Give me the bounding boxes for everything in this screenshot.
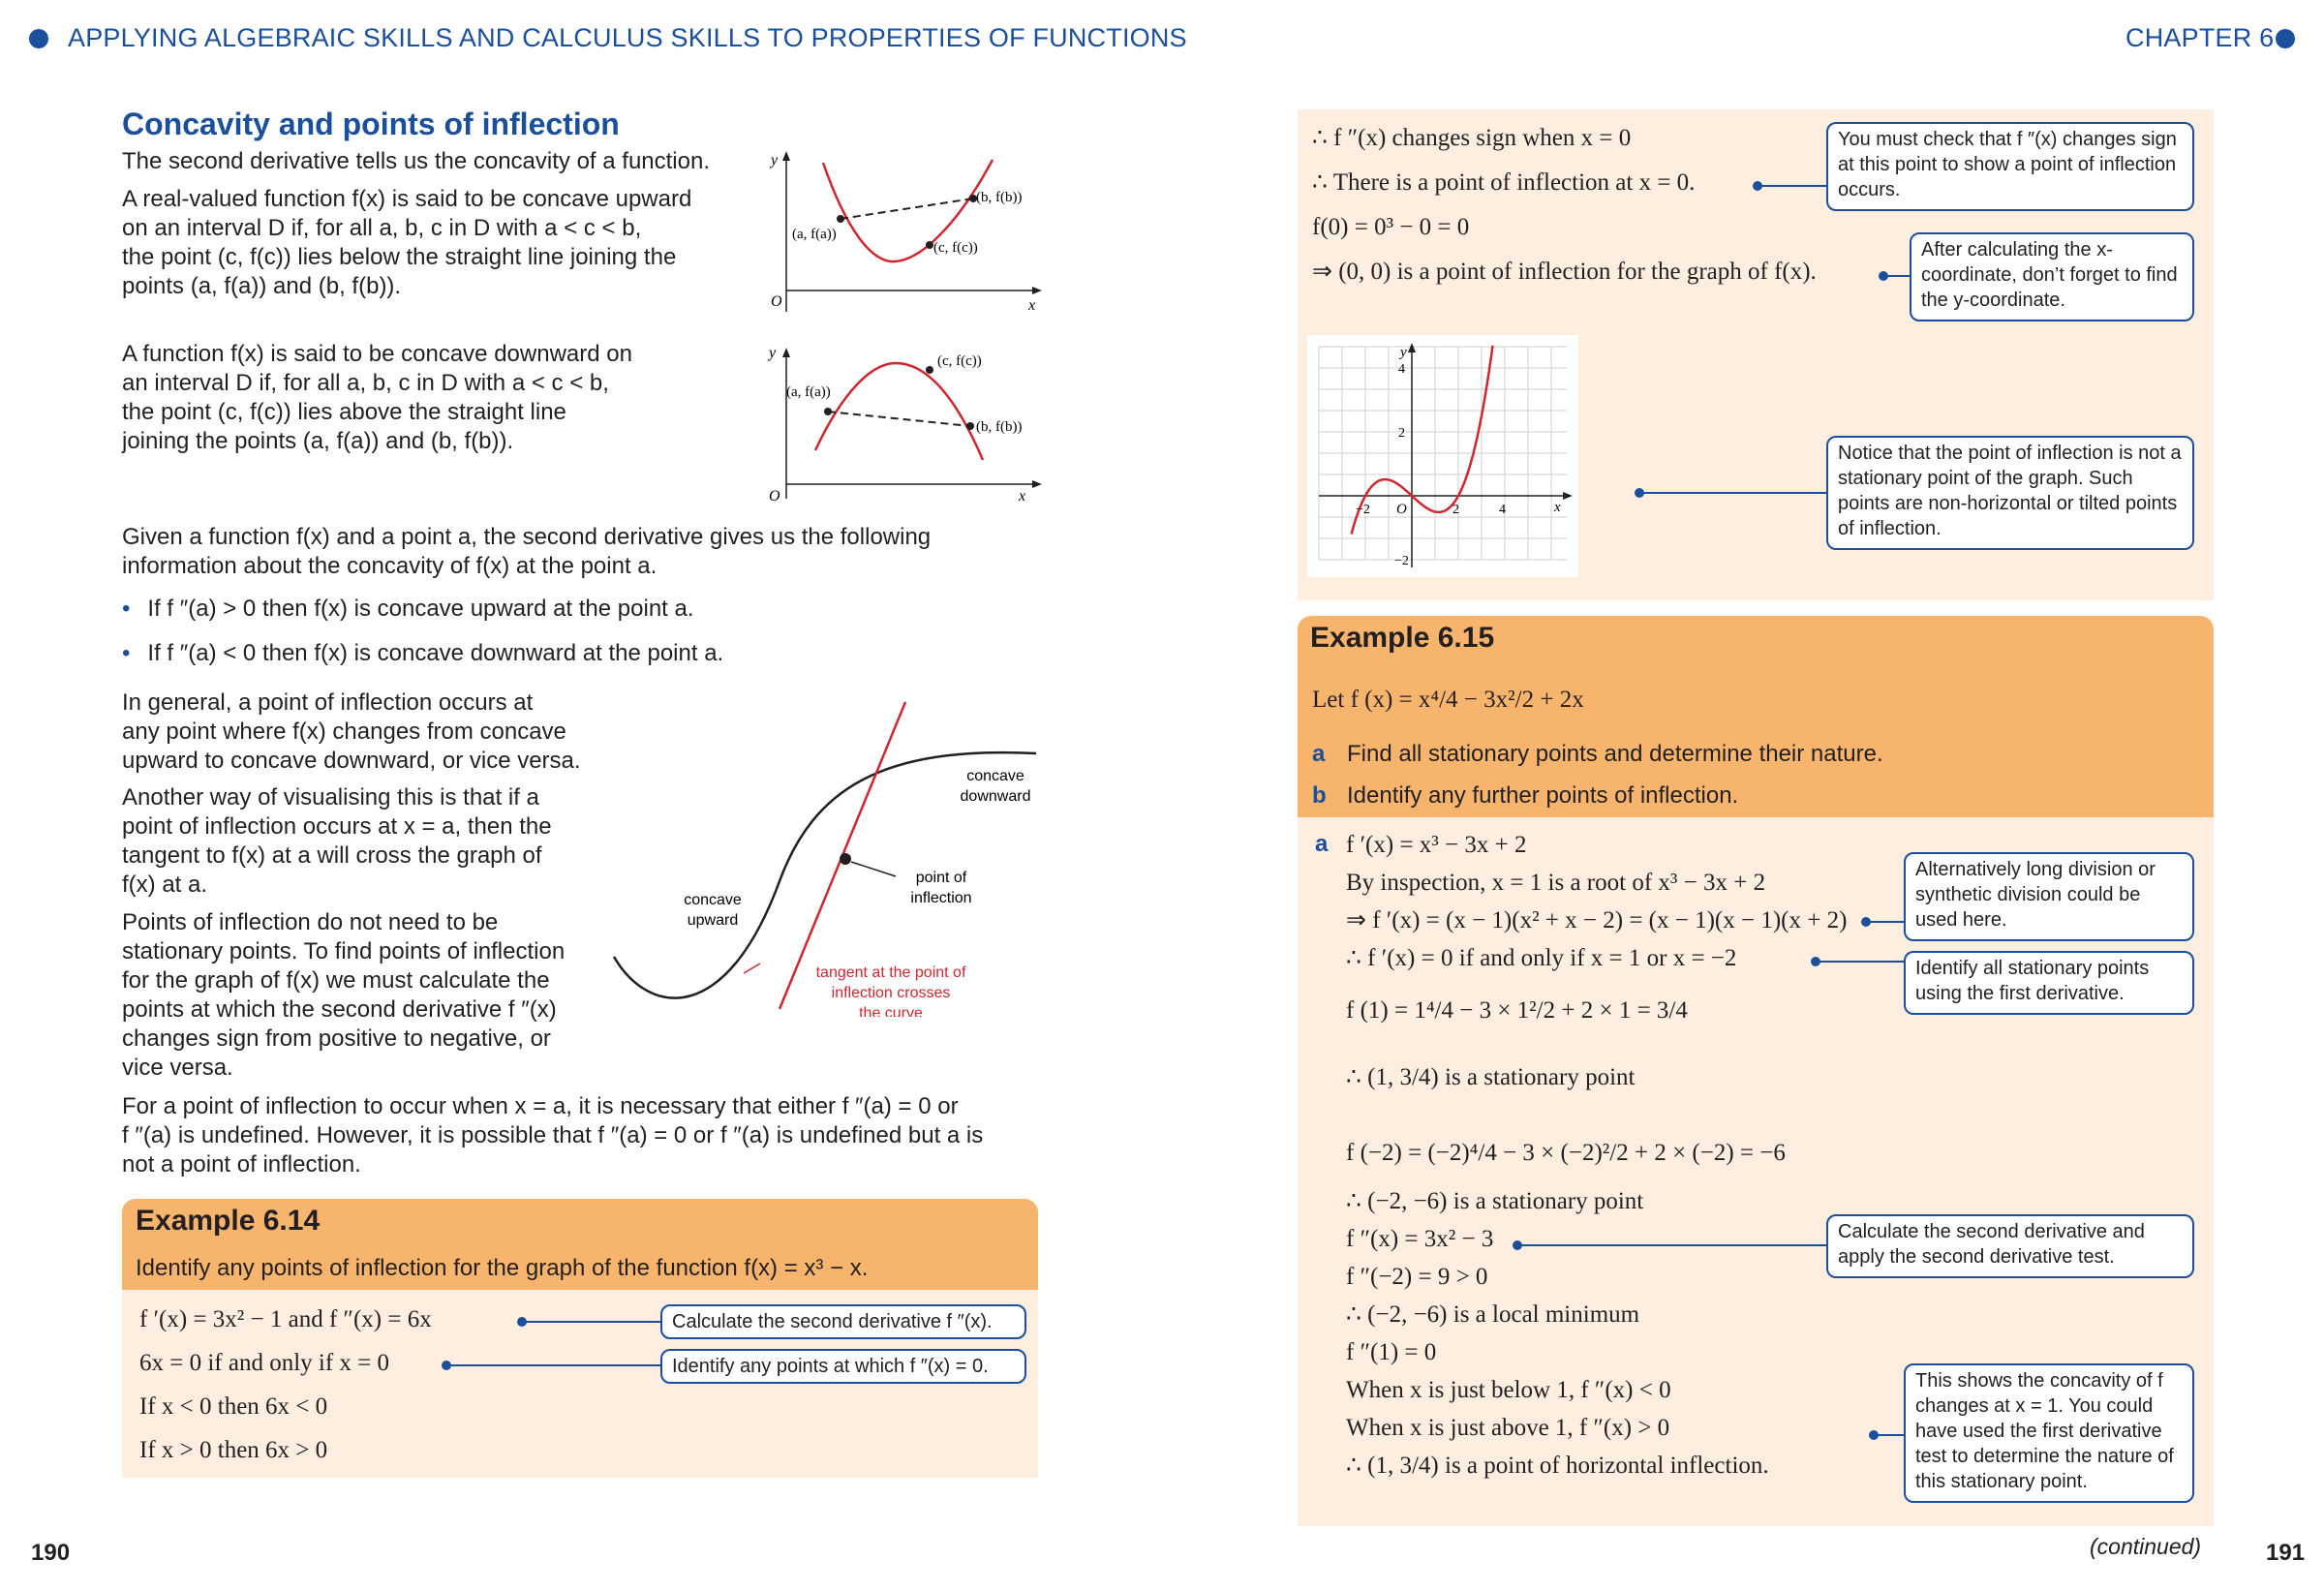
page-number-left: 190 [31, 1540, 71, 1566]
solution-line: f ″(x) = 3x² − 3 [1346, 1226, 1494, 1252]
text-line: vice versa. [122, 1055, 233, 1081]
text-line: changes sign from positive to negative, or [122, 1025, 551, 1052]
text-line: point of inflection occurs at x = a, then the [122, 813, 552, 840]
text-line: tangent to f(x) at a will cross the graph of [122, 842, 542, 869]
note-find-y-coordinate: After calculating the x-coordinate, don’t forget to find the y-coordinate. [1910, 232, 2194, 321]
solution-line: f ′(x) = x³ − 3x + 2 [1346, 832, 1527, 858]
text-line: the point (c, f(c)) lies below the straight line joining the [122, 244, 677, 270]
origin-label: O [771, 293, 782, 310]
solution-part-label: a [1315, 831, 1329, 857]
text-line: the point (c, f(c)) lies above the straight line [122, 399, 566, 425]
origin-label: O [1396, 502, 1407, 517]
page-number-right: 191 [2266, 1540, 2306, 1566]
note-concavity-change: This shows the concavity of f changes at x = 1. You could have used the first derivative test to determine the nature of this stationary point. [1904, 1363, 2194, 1503]
x-tick-label: 4 [1499, 503, 1506, 517]
note-second-derivative: Calculate the second derivative f ″(x). [660, 1304, 1026, 1339]
example-6-15-solution [1346, 831, 1847, 1481]
cubic-graph [1307, 335, 1578, 577]
note-text: Notice that the point of inflection is not a stationary point of the graph. Such points are non-horizontal or tilted points of inflection. [1838, 443, 2182, 539]
solution-line: f(0) = 0³ − 0 = 0 [1312, 214, 1470, 240]
example-6-15-parts [1312, 740, 1883, 811]
solution-line: f (1) = 1⁴/4 − 3 × 1²/2 + 2 × 1 = 3/4 [1346, 997, 1688, 1024]
note-non-horizontal-inflection [1826, 436, 2194, 550]
tangent-label: tangent at the point of [815, 964, 966, 981]
note-long-division: Alternatively long division or synthetic division could be used here. [1904, 852, 2194, 941]
solution-line: f ″(−2) = 9 > 0 [1346, 1264, 1488, 1290]
header-bullet-right-icon [2276, 29, 2295, 48]
section-heading: Concavity and points of inflection [122, 107, 620, 141]
example-6-14-solution [139, 1305, 432, 1465]
label-a: (a, f(a)) [792, 227, 837, 242]
y-tick-label: 4 [1398, 362, 1405, 377]
note-check-sign-change: You must check that f ″(x) changes sign at this point to show a point of inflection occurs. [1826, 122, 2194, 211]
second-derivative-paragraph [122, 523, 931, 581]
point-a [824, 408, 832, 415]
connector-line [1875, 1434, 1904, 1436]
text-line: f(x) at a. [122, 872, 208, 898]
solution-line: 6x = 0 if and only if x = 0 [139, 1350, 390, 1376]
text-line: for the graph of f(x) we must calculate the [122, 967, 550, 994]
example-6-15-title: Example 6.15 [1310, 622, 1495, 654]
note-stationary-points: Identify all stationary points using the first derivative. [1904, 951, 2194, 1015]
tangent-label: inflection crosses [831, 985, 951, 1001]
solution-line: ⇒ f ′(x) = (x − 1)(x² + x − 2) = (x − 1)(x − 1)(x + 2) [1346, 907, 1848, 933]
connector-line [1884, 275, 1910, 277]
solution-line: ∴ (−2, −6) is a local minimum [1346, 1301, 1640, 1328]
point-of-inflection-label: inflection [910, 890, 972, 906]
text-line: Points of inflection do not need to be [122, 909, 499, 935]
label-b: (b, f(b)) [976, 419, 1023, 435]
point-b [966, 422, 974, 430]
solution-line: If x < 0 then 6x < 0 [139, 1393, 328, 1420]
part-text: Find all stationary points and determine their nature. [1347, 741, 1883, 767]
stationary-points-paragraph [122, 908, 565, 1083]
text-line: information about the concavity of f(x) at the point a. [122, 553, 657, 579]
part-label: a [1312, 741, 1326, 767]
solution-line: ⇒ (0, 0) is a point of inflection for the graph of f(x). [1312, 259, 1817, 285]
list-item: • If f ″(a) > 0 then f(x) is concave upward at the point a. [122, 596, 694, 622]
tangent-label: the curve [859, 1005, 923, 1017]
cubic-curve [1352, 346, 1493, 535]
text-line: A function f(x) is said to be concave downward on [122, 341, 632, 367]
text-line: an interval D if, for all a, b, c in D with a < c < b, [122, 370, 609, 396]
concave-upward-label: upward [687, 912, 739, 929]
inflection-definition-paragraph [122, 688, 581, 776]
example-6-14-prompt: Identify any points of inflection for the graph of the function f(x) = x³ − x. [136, 1255, 869, 1281]
point-c [926, 366, 933, 374]
solution-line: ∴ (1, 3/4) is a stationary point [1346, 1064, 1636, 1090]
solution-line: If x > 0 then 6x > 0 [139, 1437, 328, 1463]
connector-line [523, 1321, 660, 1323]
connector-line [1758, 185, 1826, 187]
solution-line: f (−2) = (−2)⁴/4 − 3 × (−2)²/2 + 2 × (−2) = −6 [1346, 1140, 1786, 1166]
text-line: Given a function f(x) and a point a, the second derivative gives us the following [122, 524, 932, 550]
note-second-derivative-test: Calculate the second derivative and apply the second derivative test. [1826, 1214, 2194, 1278]
solution-line: When x is just above 1, f ″(x) > 0 [1346, 1415, 1670, 1441]
x-axis-label: x [1554, 500, 1561, 515]
part-b [1312, 781, 1883, 811]
point-of-inflection-label: point of [915, 870, 967, 886]
x-axis-label: x [1028, 297, 1036, 314]
origin-label: O [769, 488, 780, 504]
label-b: (b, f(b)) [976, 190, 1023, 205]
y-tick-label: 2 [1398, 426, 1405, 441]
x-tick-label: −2 [1356, 503, 1370, 517]
concave-upward-paragraph [122, 185, 761, 301]
text-line: A real-valued function f(x) is said to be concave upward [122, 186, 692, 212]
y-axis-label: y [769, 345, 777, 361]
text-line: joining the points (a, f(a)) and (b, f(b)). [122, 428, 514, 454]
label-a: (a, f(a)) [786, 384, 831, 400]
example-6-15-function: Let f (x) = x⁴/4 − 3x²/2 + 2x [1312, 687, 1584, 713]
y-axis-label: y [771, 152, 779, 168]
tangent-paragraph [122, 783, 552, 900]
label-c: (c, f(c)) [933, 240, 978, 256]
solution-line: ∴ f ′(x) = 0 if and only if x = 1 or x = −2 [1346, 945, 1737, 971]
solution-line: ∴ There is a point of inflection at x = 0. [1312, 169, 1696, 196]
y-tick-label: −2 [1394, 554, 1409, 568]
text-line: on an interval D if, for all a, b, c in D with a < c < b, [122, 215, 642, 241]
solution-line: ∴ (−2, −6) is a stationary point [1346, 1188, 1644, 1214]
connector-line [1817, 961, 1904, 963]
list-item: • If f ″(a) < 0 then f(x) is concave downward at the point a. [122, 640, 724, 666]
solution-line: ∴ f ″(x) changes sign when x = 0 [1312, 125, 1632, 151]
bullet-list [122, 595, 723, 668]
intro-paragraph [122, 147, 742, 176]
text-line: points at which the second derivative f ″(x) [122, 996, 557, 1023]
concave-downward-label: concave [966, 768, 1024, 784]
y-axis-label: y [1400, 345, 1407, 360]
solution-line: When x is just below 1, f ″(x) < 0 [1346, 1377, 1671, 1403]
connector-line [1867, 921, 1904, 923]
header-bullet-left-icon [29, 29, 48, 48]
concave-upward-label: concave [684, 892, 742, 908]
concave-downward-paragraph [122, 340, 761, 456]
text-line: upward to concave downward, or vice versa. [122, 748, 581, 774]
text-line: any point where f(x) changes from concave [122, 719, 566, 745]
text-line: f ″(a) is undefined. However, it is possible that f ″(a) = 0 or f ″(a) is undefined but a is [122, 1122, 984, 1148]
bullet-text: If f ″(a) < 0 then f(x) is concave downward at the point a. [147, 640, 724, 666]
concave-downward-figure [765, 344, 1046, 504]
point-c [926, 241, 933, 249]
continued-label: (continued) [2090, 1534, 2202, 1559]
text-line: not a point of inflection. [122, 1151, 361, 1178]
concave-upward-figure [765, 145, 1046, 315]
part-a [1312, 740, 1883, 781]
connector-line [1640, 492, 1826, 494]
solution-line: By inspection, x = 1 is a root of x³ − 3x + 2 [1346, 870, 1766, 896]
inflection-point [840, 853, 851, 865]
inflection-figure [610, 697, 1046, 1017]
necessary-condition-paragraph [122, 1092, 983, 1179]
text-line: For a point of inflection to occur when x = a, it is necessary that either f ″(a) = 0 or [122, 1093, 959, 1119]
connector-line [1518, 1244, 1826, 1246]
top-solution-lines [1312, 124, 1817, 287]
intro-text: The second derivative tells us the concavity of a function. [122, 148, 710, 174]
solution-line: f ″(1) = 0 [1346, 1339, 1437, 1365]
x-tick-label: 2 [1452, 503, 1459, 517]
text-line: points (a, f(a)) and (b, f(b)). [122, 273, 402, 299]
bullet-text: If f ″(a) > 0 then f(x) is concave upward at the point a. [147, 596, 694, 622]
part-label: b [1312, 782, 1327, 809]
solution-line: ∴ (1, 3/4) is a point of horizontal inflection. [1346, 1453, 1769, 1479]
x-axis-label: x [1019, 488, 1026, 504]
text-line: Another way of visualising this is that if a [122, 784, 539, 811]
part-text: Identify any further points of inflection. [1347, 782, 1739, 809]
solution-line: f ′(x) = 3x² − 1 and f ″(x) = 6x [139, 1306, 432, 1332]
concave-downward-label: downward [960, 788, 1031, 805]
label-c: (c, f(c)) [937, 353, 982, 369]
connector-line [447, 1364, 660, 1366]
point-a [837, 215, 844, 223]
example-6-14-title: Example 6.14 [136, 1205, 321, 1237]
running-header-left: APPLYING ALGEBRAIC SKILLS AND CALCULUS SKILLS TO PROPERTIES OF FUNCTIONS [68, 23, 1187, 52]
note-identify-points: Identify any points at which f ″(x) = 0. [660, 1349, 1026, 1384]
text-line: In general, a point of inflection occurs at [122, 689, 534, 716]
running-header-right: CHAPTER 6 [2125, 23, 2275, 52]
text-line: stationary points. To find points of inflection [122, 938, 566, 964]
